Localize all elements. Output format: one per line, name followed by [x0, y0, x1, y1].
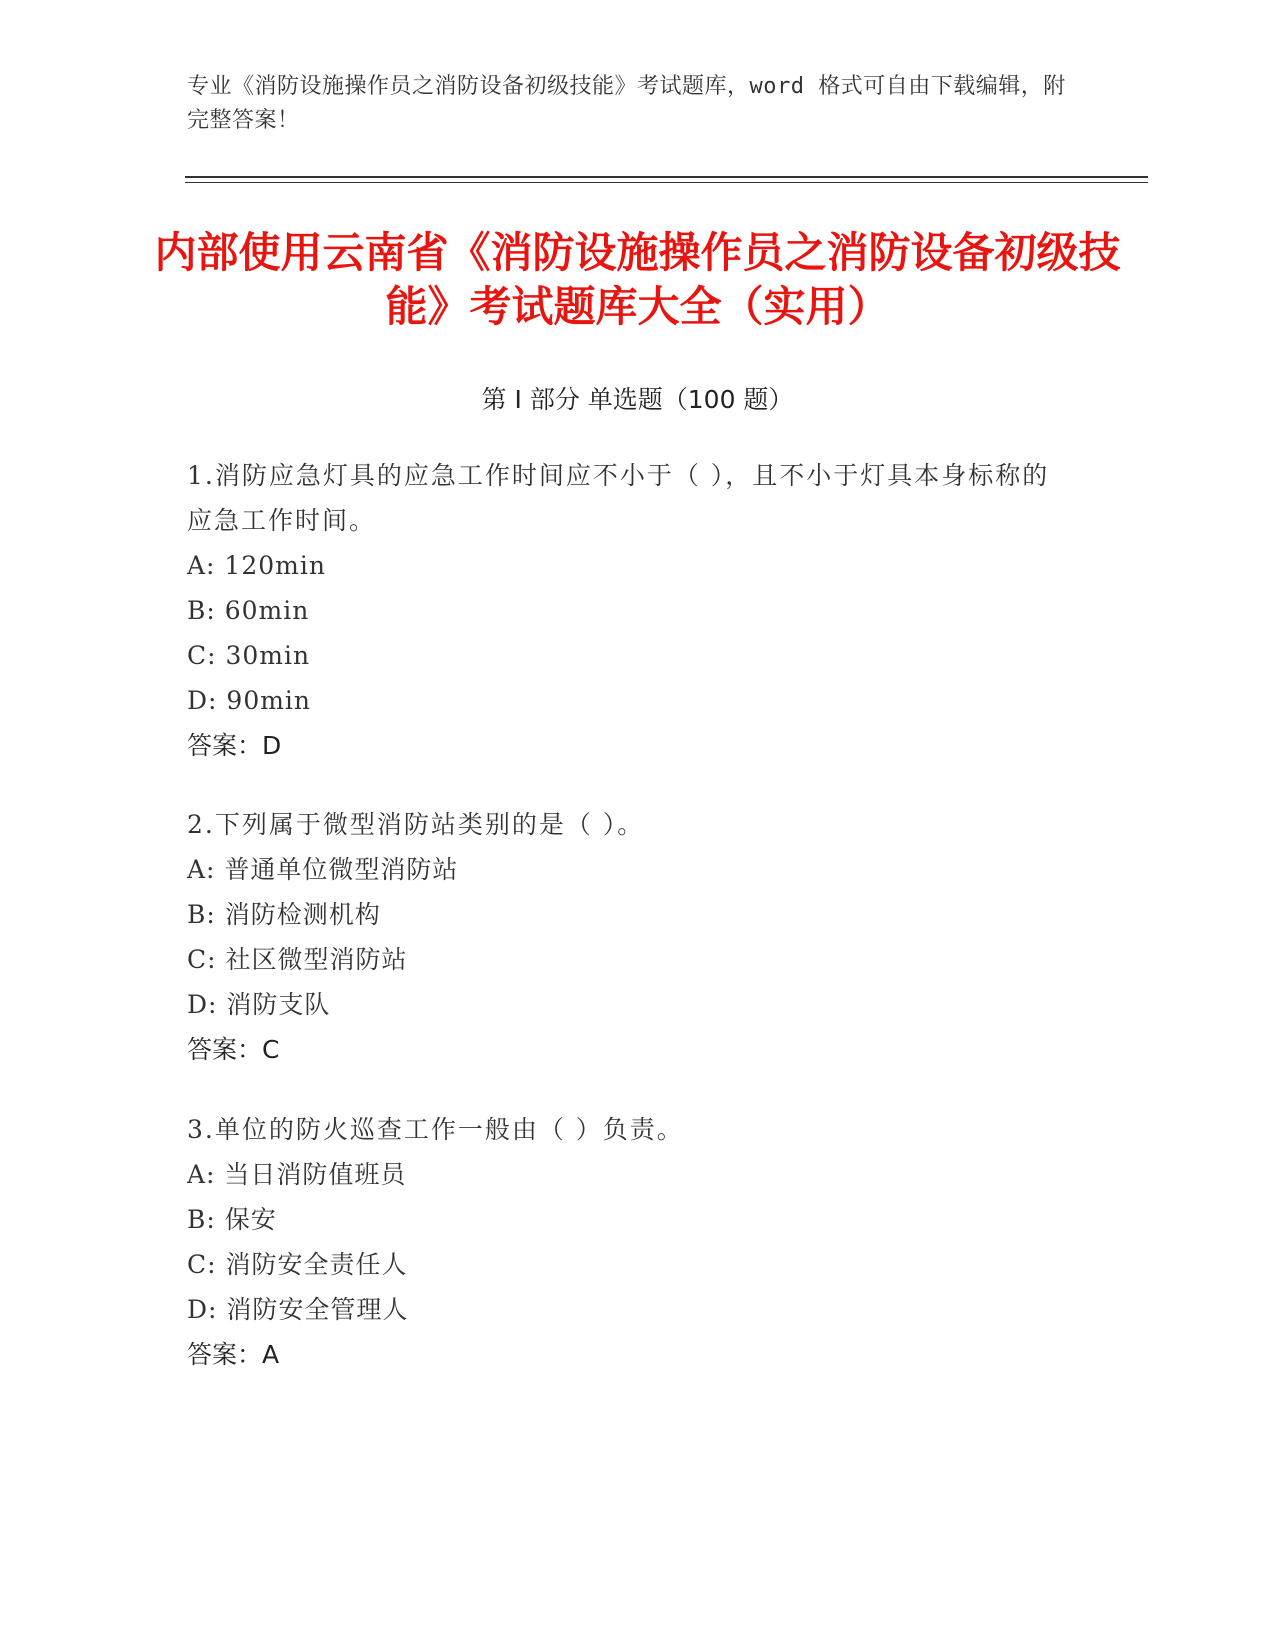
answer-line: 答案：D: [187, 731, 282, 760]
question-text: 1.消防应急灯具的应急工作时间应不小于（ ），且不小于灯具本身标称的应急工作时间。: [187, 461, 1050, 535]
option-c: C: 社区微型消防站: [187, 945, 408, 974]
option-b: B: 60min: [187, 596, 310, 625]
answer-line: 答案：C: [187, 1035, 280, 1064]
option-d: D: 90min: [187, 686, 312, 715]
header-divider: [185, 176, 1148, 178]
question-1: [187, 453, 1067, 768]
option-d: D: 消防安全管理人: [187, 1295, 409, 1324]
section-heading: 第 I 部分 单选题（100 题）: [481, 385, 794, 414]
question-2: [187, 802, 1067, 1072]
option-c: C: 30min: [187, 641, 311, 670]
question-text: 2.下列属于微型消防站类别的是（ ）。: [187, 810, 645, 839]
header-note: 专业《消防设施操作员之消防设备初级技能》考试题库，word 格式可自由下载编辑，附完整答案！: [187, 74, 1066, 133]
answer-line: 答案：A: [187, 1340, 280, 1369]
option-d: D: 消防支队: [187, 990, 331, 1019]
option-a: A: 当日消防值班员: [187, 1160, 407, 1189]
option-c: C: 消防安全责任人: [187, 1250, 408, 1279]
document-title: 内部使用云南省《消防设施操作员之消防设备初级技能》考试题库大全（实用）: [154, 228, 1121, 331]
option-b: B: 保安: [187, 1205, 277, 1234]
question-3: [187, 1107, 1067, 1377]
option-a: A: 普通单位微型消防站: [187, 855, 459, 884]
header-divider-thin: [185, 182, 1148, 183]
option-a: A: 120min: [187, 551, 326, 580]
question-text: 3.单位的防火巡查工作一般由（ ）负责。: [187, 1115, 684, 1144]
option-b: B: 消防检测机构: [187, 900, 381, 929]
